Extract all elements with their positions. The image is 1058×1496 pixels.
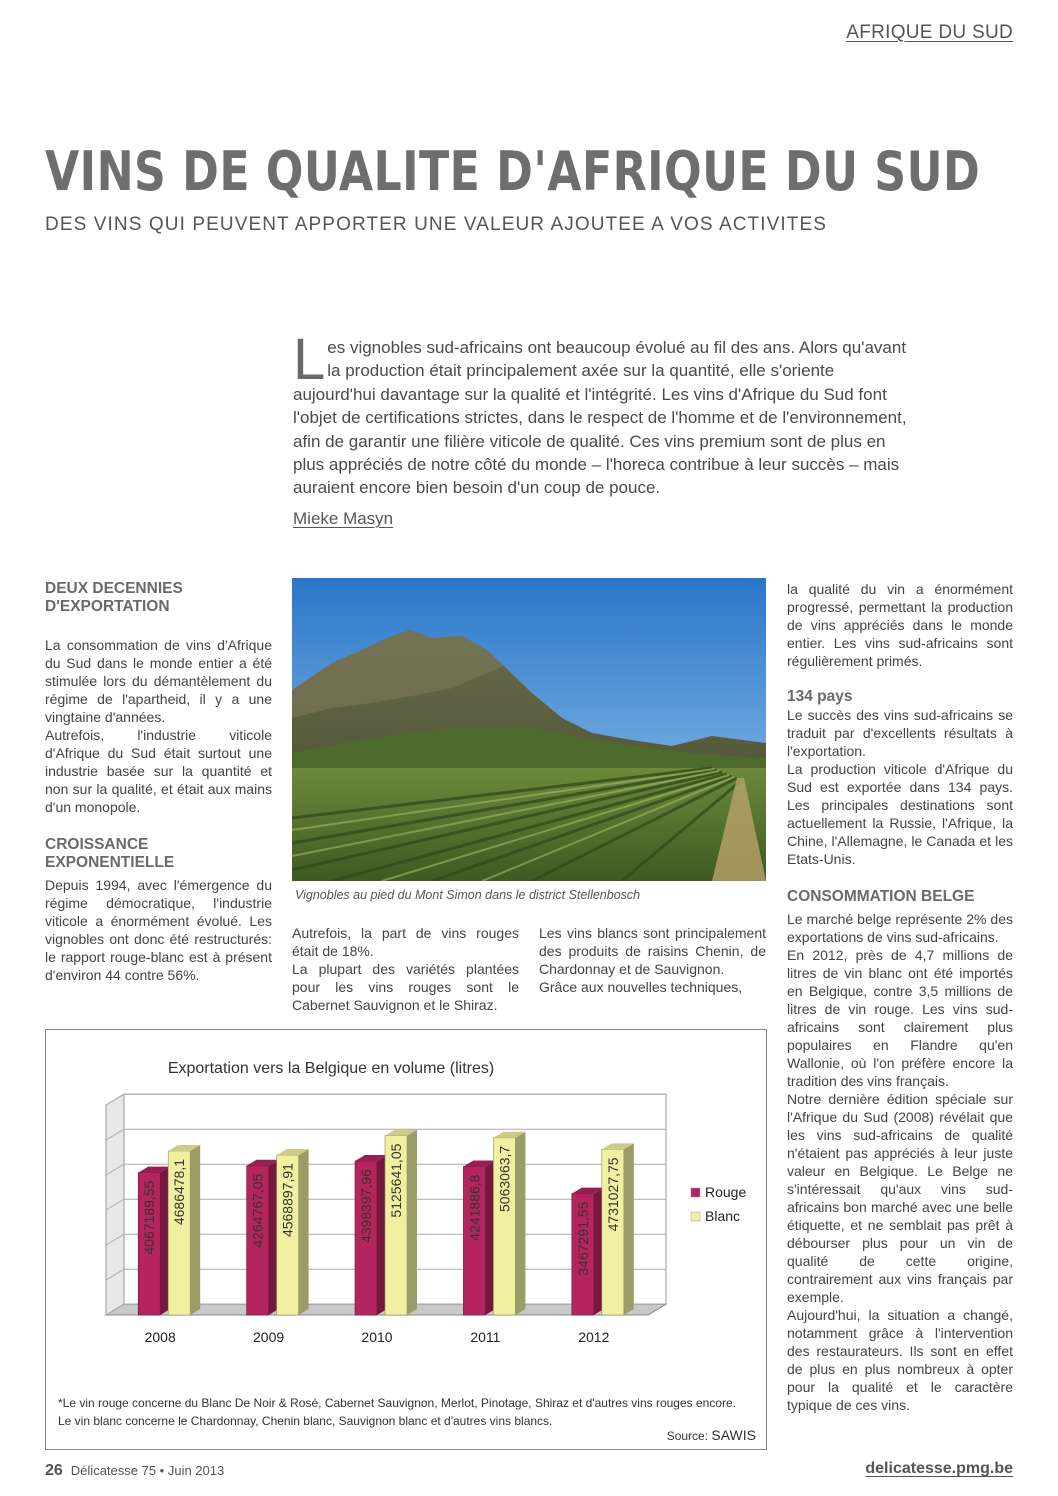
data-label: 4568897,91 bbox=[279, 1163, 296, 1238]
photo-caption: Vignobles au pied du Mont Simon dans le district Stellenbosch bbox=[295, 888, 641, 902]
paragraph: La production viticole d'Afrique du Sud est exportée dans 134 pays. Les principales destinations sont actuellement la Russie, l'Afrique, la Chine, l'Allemagne, le Canada et les Etats-Unis. bbox=[787, 761, 1013, 867]
source-label: Source: bbox=[666, 1429, 709, 1443]
bar-side-blanc-2010 bbox=[407, 1130, 417, 1315]
paragraph: En 2012, près de 4,7 millions de litres de vin blanc ont été importés en Belgique, contre 3,5 millions de litres de vin rouge. Les vins sud-africains sont clairement plus populaires en Flandre qu'en Wallonie, où l'on préfère encore la tradition des vins français. bbox=[787, 947, 1013, 1089]
column-2 bbox=[292, 924, 519, 1014]
column-3 bbox=[539, 924, 766, 996]
vineyard-mountain-image bbox=[292, 578, 766, 881]
bar-chart bbox=[46, 1030, 768, 1451]
source-value: SAWIS bbox=[711, 1427, 756, 1443]
section-heading: CONSOMMATION BELGE bbox=[787, 888, 975, 905]
paragraph: Les vins blancs sont principalement des produits de raisins Chenin, de Chardonnay et de Sauvignon. bbox=[539, 925, 766, 977]
legend-label: Blanc bbox=[705, 1208, 741, 1224]
paragraph: Notre dernière édition spéciale sur l'Afrique du Sud (2008) révélait que les vins sud-africains de qualité n'étaient pas appréciés à leur juste valeur en Belgique. Le Belge ne s'intéressait qu'aux vins sud-africains bon marché avec une belle étiquette, et ne semblait pas prêt à débourser plus pour un vin de qualité de cette origine, contrairement aux vins français par exemple. bbox=[787, 1091, 1013, 1305]
paragraph: Grâce aux nouvelles techniques, bbox=[539, 979, 743, 995]
legend-label: Rouge bbox=[705, 1184, 747, 1200]
drop-cap: L bbox=[293, 327, 326, 392]
footnote-red: *Le vin rouge concerne du Blanc De Noir & Rosé, Cabernet Sauvignon, Merlot, Pinotage, Shiraz et d'autres vins rouges encore. bbox=[58, 1396, 737, 1410]
bar-side-blanc-2009 bbox=[299, 1149, 309, 1315]
column-4 bbox=[787, 580, 1013, 1414]
x-tick-label: 2010 bbox=[361, 1329, 393, 1345]
data-label: 5125641,05 bbox=[388, 1143, 404, 1218]
paragraph: Autrefois, l'industrie viticole d'Afrique du Sud était surtout une industrie basée sur la quantité et non sur la qualité, et était aux mains d'un monopole. bbox=[45, 727, 272, 815]
paragraph: Le succès des vins sud-africains se traduit par d'excellents résultats à l'exportation. bbox=[787, 707, 1013, 759]
data-label: 4731027,75 bbox=[604, 1157, 621, 1232]
bar-side-blanc-2011 bbox=[515, 1132, 525, 1315]
chart-footnote bbox=[58, 1394, 736, 1430]
data-label: 4241886,8 bbox=[466, 1174, 483, 1241]
article-intro bbox=[293, 327, 918, 500]
section-tag[interactable]: AFRIQUE DU SUD bbox=[846, 22, 1013, 43]
page-footer bbox=[45, 1462, 224, 1480]
paragraph: Aujourd'hui, la situation a changé, notamment grâce à l'intervention des restaurateurs. Ils sont en effet de plus en plus nombreux à opter pour la qualité et le caractère typique de ces vins. bbox=[787, 1307, 1013, 1413]
data-label: 3467291,55 bbox=[574, 1201, 591, 1276]
legend-swatch bbox=[691, 1188, 700, 1197]
data-label: 5063063,7 bbox=[496, 1145, 513, 1212]
paragraph: La consommation de vins d'Afrique du Sud dans le monde entier a été stimulée lors du démantèlement du régime de l'apartheid, il y a une vingtaine d'années. bbox=[45, 637, 272, 725]
data-label: 4686478,1 bbox=[171, 1158, 188, 1226]
website-link[interactable]: delicatesse.pmg.be bbox=[865, 1460, 1013, 1477]
legend-swatch bbox=[691, 1212, 700, 1221]
section-heading: CROISSANCE EXPONENTIELLE bbox=[45, 836, 175, 871]
x-tick-label: 2012 bbox=[578, 1329, 610, 1345]
article-title: VINS DE QUALITE D'AFRIQUE DU SUD bbox=[45, 140, 981, 203]
column-1 bbox=[45, 580, 272, 984]
chart-source bbox=[667, 1427, 756, 1443]
data-label: 4067189,55 bbox=[141, 1180, 158, 1255]
section-heading: 134 pays bbox=[787, 688, 853, 705]
publication-info: Délicatesse 75 • Juin 2013 bbox=[70, 1463, 225, 1478]
export-chart bbox=[45, 1029, 767, 1450]
paragraph: Le marché belge représente 2% des exportations de vins sud-africains. bbox=[787, 911, 1013, 945]
data-label: 4264767,05 bbox=[249, 1173, 266, 1248]
article-subtitle: DES VINS QUI PEUVENT APPORTER UNE VALEUR AJOUTEE A VOS ACTIVITES bbox=[45, 214, 828, 235]
section-heading: DEUX DECENNIES D'EXPORTATION bbox=[45, 580, 183, 615]
bar-side-blanc-2008 bbox=[190, 1145, 200, 1315]
x-tick-label: 2009 bbox=[253, 1329, 285, 1345]
chart-title: Exportation vers la Belgique en volume (litres) bbox=[167, 1060, 495, 1077]
vineyard-photo bbox=[292, 578, 766, 881]
x-tick-label: 2008 bbox=[144, 1329, 176, 1345]
data-label: 4398397,96 bbox=[358, 1169, 374, 1244]
author-byline[interactable]: Mieke Masyn bbox=[293, 509, 394, 528]
x-tick-label: 2011 bbox=[470, 1329, 501, 1345]
bar-side-blanc-2012 bbox=[624, 1143, 634, 1315]
intro-text: es vignobles sud-africains ont beaucoup évolué au fil des ans. Alors qu'avant la production était principalement axée sur la quantité, elle s'oriente aujourd'hui davantage sur la qualité et l'intégrité. Les vins d'Afrique du Sud font l'objet de certifications strictes, dans le respect de l'homme et de l'environnement, afin de garantir une filière viticole de qualité. Ces vins premium sont de plus en plus appréciés de notre côté du monde – l'horeca contribue à leur succès – mais auraient encore bien besoin d'un coup de pouce. bbox=[293, 338, 907, 498]
paragraph: la qualité du vin a énormément progressé, permettant la production de vins appréciés dans le monde entier. Les vins sud-africains sont régulièrement primés. bbox=[787, 581, 1013, 669]
page-number: 26 bbox=[45, 1462, 63, 1479]
paragraph: Depuis 1994, avec l'émergence du régime démocratique, l'industrie viticole a énormément évolué. Les vignobles ont donc été restructurés: le rapport rouge-blanc est à présent d'environ 44 contre 56%. bbox=[45, 877, 272, 983]
paragraph: La plupart des variétés plantées pour les vins rouges sont le Cabernet Sauvignon et le Shiraz. bbox=[292, 961, 519, 1013]
paragraph: Autrefois, la part de vins rouges était de 18%. bbox=[292, 925, 519, 959]
footnote-white: Le vin blanc concerne le Chardonnay, Chenin blanc, Sauvignon blanc et d'autres vins blancs. bbox=[58, 1414, 553, 1428]
